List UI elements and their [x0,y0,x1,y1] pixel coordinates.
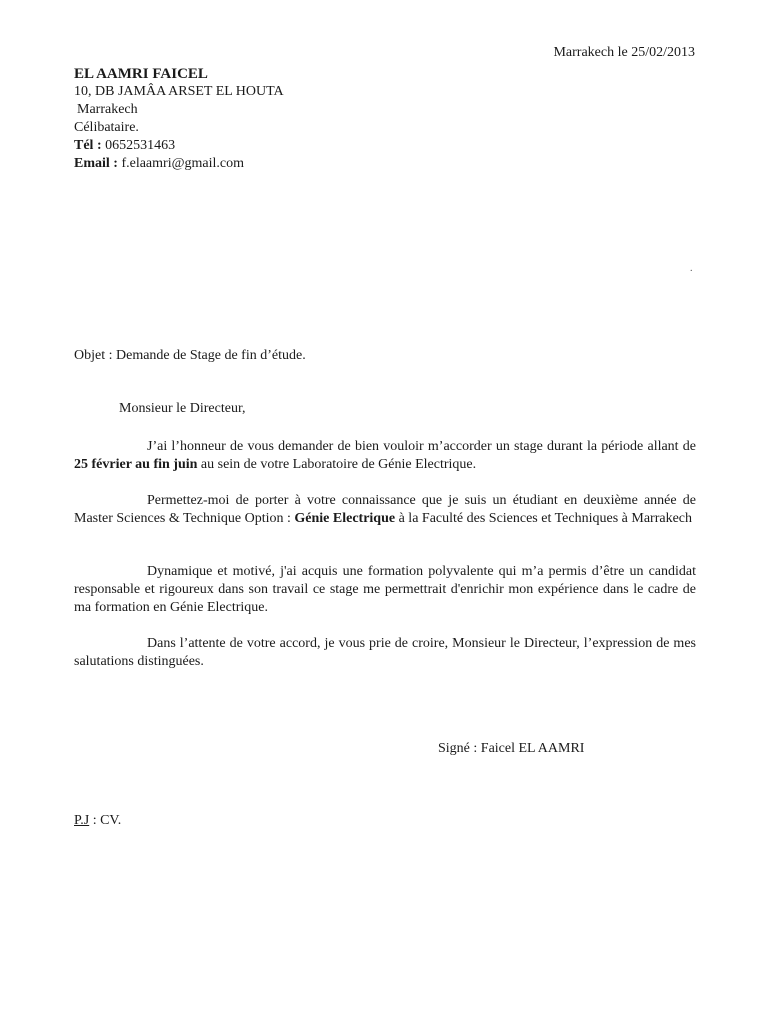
sender-address: 10, DB JAMÂA ARSET EL HOUTA [74,84,284,99]
sender-status: Célibataire. [74,120,139,135]
phone-value: 0652531463 [105,138,176,153]
salutation: Monsieur le Directeur, [119,401,246,416]
p2-text: Permettez-moi de porter à votre connaissance que je suis un étudiant en deuxième année de Master Sciences & Technique Option : [74,493,696,526]
email-label: Email : [74,156,118,171]
paragraph-request [74,438,696,474]
p1-period: 25 février au fin juin [74,457,198,472]
p1-text: J’ai l’honneur de vous demander de bien vouloir m’accorder un stage durant la période allant de [147,439,696,454]
paragraph-education [74,492,696,528]
sender-city: Marrakech [77,102,138,117]
sender-phone [74,137,284,155]
attachment-value: : CV. [89,813,122,828]
p2-option: Génie Electrique [294,511,396,526]
subject-line: Objet : Demande de Stage de fin d’étude. [74,348,306,363]
phone-label: Tél : [74,138,102,153]
signature-line: Signé : Faicel EL AAMRI [438,741,585,756]
email-value: f.elaamri@gmail.com [121,156,244,171]
attachment-label: P.J [74,813,90,828]
p1-text-end: au sein de votre Laboratoire de Génie Electrique. [197,457,477,472]
p4-text: Dans l’attente de votre accord, je vous prie de croire, Monsieur le Directeur, l’expression de mes salutations distinguées. [74,636,696,669]
p3-text: Dynamique et motivé, j'ai acquis une formation polyvalente qui m’a permis d’être un candidat responsable et rigoureux dans son travail ce stage me permettrait d'enrichir mon expérience dans le cadre de ma formation en Génie Electrique. [74,564,696,615]
sender-email [74,155,284,173]
attachment-line [74,813,121,829]
stray-mark: . [690,263,693,274]
sender-name: EL AAMRI FAICEL [74,66,208,82]
p2-text-end: à la Faculté des Sciences et Techniques à Marrakech [395,511,693,526]
paragraph-closing [74,635,696,671]
sender-block [74,65,284,173]
paragraph-motivation [74,563,696,617]
date-line: Marrakech le 25/02/2013 [553,45,695,60]
